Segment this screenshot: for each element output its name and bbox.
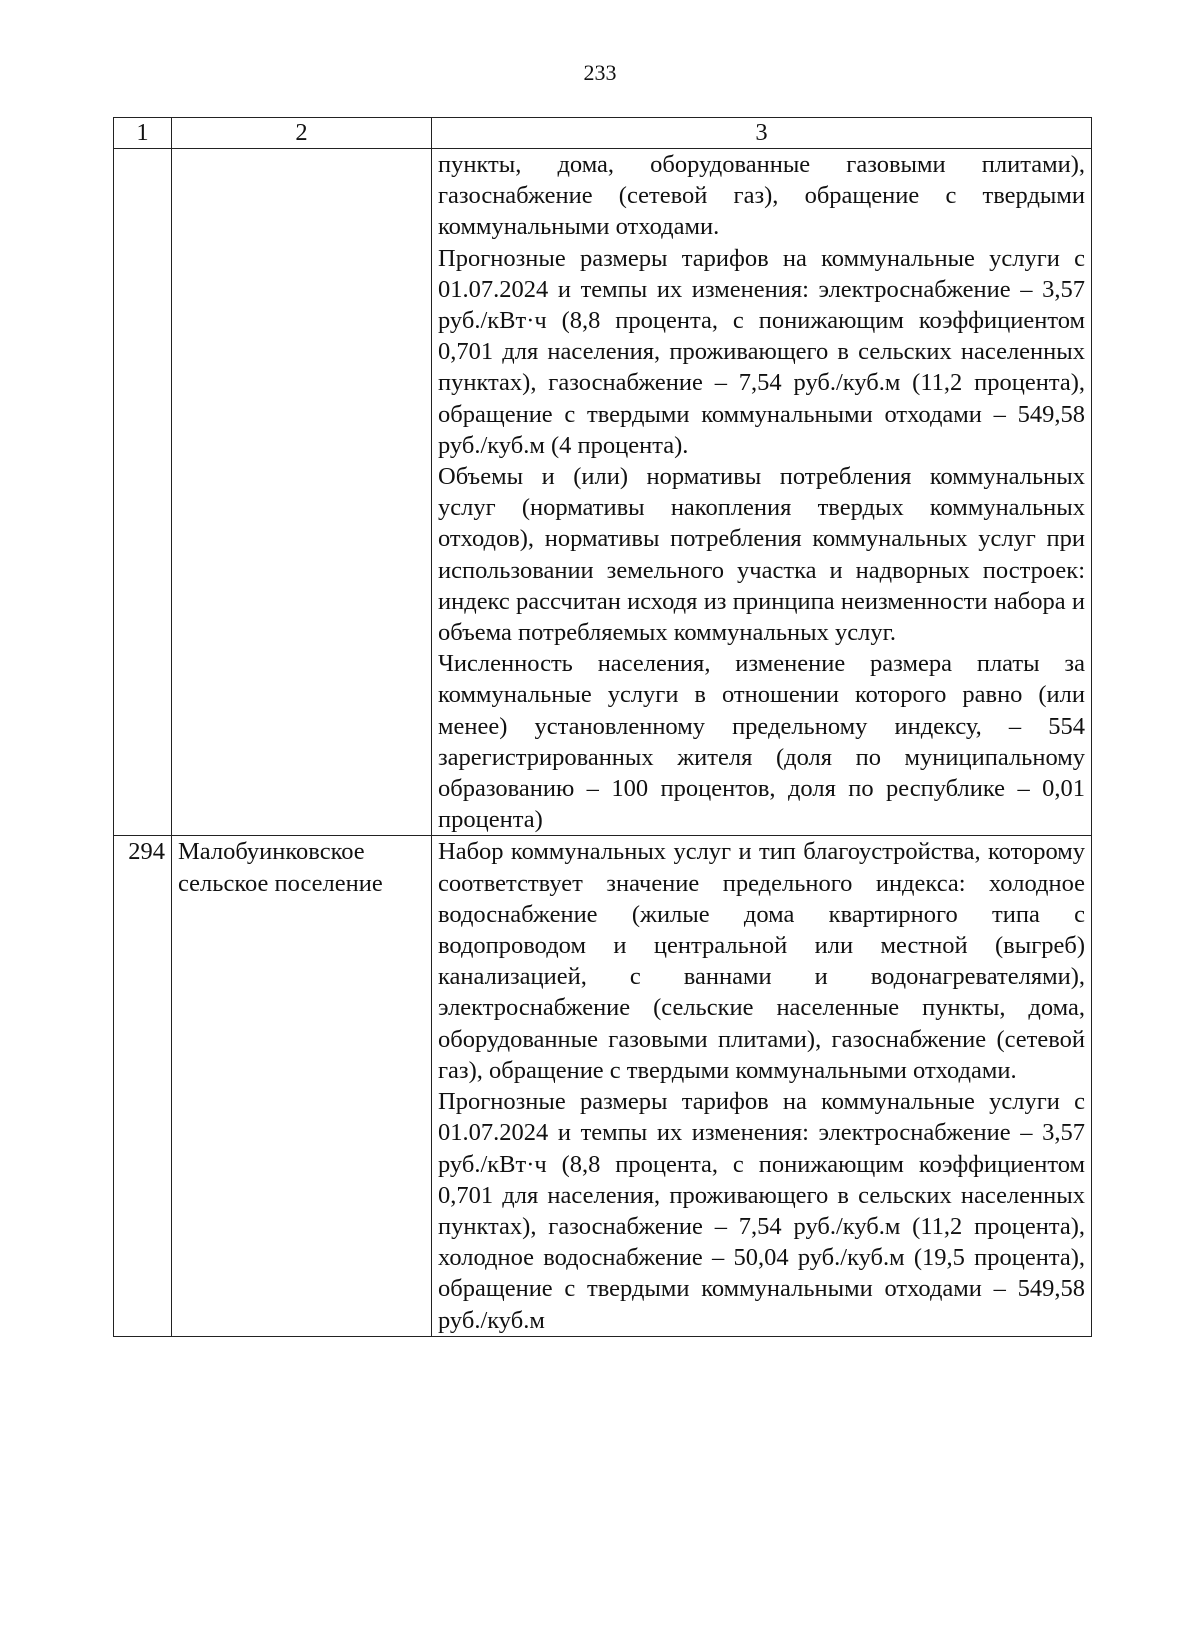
description-paragraph: Численность населения, изменение размера платы за коммунальные услуги в отношении которого равно (или менее) установленному предельному индексу, – 554 зарегистрированных жителя (доля по муниципальному образованию – 100 процентов, доля по республике – 0,01 процента) (438, 650, 1085, 834)
column-header-2: 2 (172, 118, 432, 149)
tariff-table (113, 117, 1092, 1337)
description-paragraph: Прогнозные размеры тарифов на коммунальные услуги с 01.07.2024 и темпы их изменения: электроснабжение – 3,57 руб./кВт·ч (8,8 процента, с понижающим коэффициентом 0,701 для населения, проживающего в сельских населенных пунктах), газоснабжение – 7,54 руб./куб.м (11,2 процента), холодное водоснабжение – 50,04 руб./куб.м (19,5 процента), обращение с твердыми коммунальными отходами – 549,58 руб./куб.м (438, 1088, 1085, 1334)
table-row (114, 149, 1092, 836)
page-number: 233 (583, 60, 617, 85)
description-paragraph: пункты, дома, оборудованные газовыми плитами), газоснабжение (сетевой газ), обращение с твердыми коммунальными отходами. (438, 151, 1085, 241)
table-row (114, 836, 1092, 1336)
row-description (432, 149, 1092, 836)
description-paragraph: Объемы и (или) нормативы потребления коммунальных услуг (нормативы накопления твердых коммунальных отходов), нормативы потребления коммунальных услуг при использовании земельного участка и надворных построек: индекс рассчитан исходя из принципа неизменности набора и объема потребляемых коммунальных услуг. (438, 463, 1085, 647)
settlement-name: Малобуинковское сельское поселение (172, 836, 432, 1336)
row-number: 294 (114, 836, 172, 1336)
table-header-row (114, 118, 1092, 149)
row-description (432, 836, 1092, 1336)
settlement-name (172, 149, 432, 836)
description-paragraph: Прогнозные размеры тарифов на коммунальные услуги с 01.07.2024 и темпы их изменения: электроснабжение – 3,57 руб./кВт·ч (8,8 процента, с понижающим коэффициентом 0,701 для населения, проживающего в сельских населенных пунктах), газоснабжение – 7,54 руб./куб.м (11,2 процента), обращение с твердыми коммунальными отходами – 549,58 руб./куб.м (4 процента). (438, 244, 1085, 459)
description-paragraph: Набор коммунальных услуг и тип благоустройства, которому соответствует значение предельного индекса: холодное водоснабжение (жилые дома квартирного типа с водопроводом и центральной или местной (выгреб) канализацией, с ваннами и водонагревателями), электроснабжение (сельские населенные пункты, дома, оборудованные газовыми плитами), газоснабжение (сетевой газ), обращение с твердыми коммунальными отходами. (438, 838, 1085, 1084)
column-header-3: 3 (432, 118, 1092, 149)
column-header-1: 1 (114, 118, 172, 149)
row-number (114, 149, 172, 836)
